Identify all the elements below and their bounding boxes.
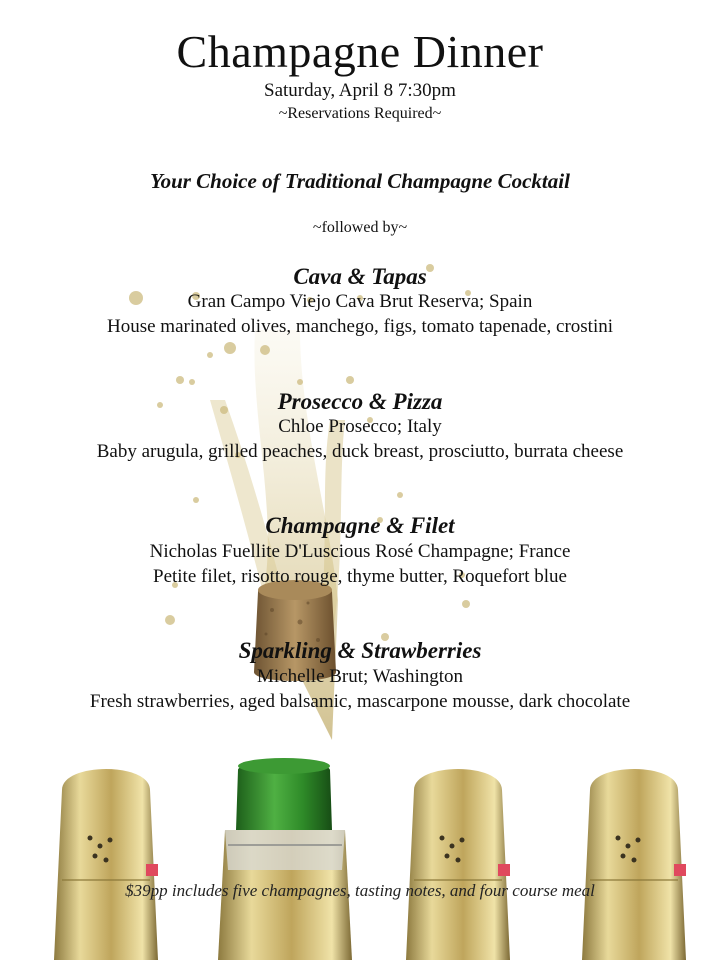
cocktail-heading: Your Choice of Traditional Champagne Cocktail [150, 169, 570, 193]
course-4-wine: Michelle Brut; Washington [256, 666, 464, 687]
reservations-note: ~Reservations Required~ [278, 105, 442, 122]
course-1-title: Cava & Tapas [293, 264, 427, 289]
course-1-food: House marinated olives, manchego, figs, tomato tapenade, crostini [107, 316, 613, 337]
gold-bottle-right-1 [406, 769, 510, 960]
course-2-food: Baby arugula, grilled peaches, duck breast, prosciutto, burrata cheese [96, 441, 624, 462]
course-4-title: Sparkling & Strawberries [238, 638, 482, 663]
course-3-food: Petite filet, risotto rouge, thyme butter, Roquefort blue [153, 566, 567, 587]
gold-bottle-right-2 [582, 769, 686, 960]
event-date: Saturday, April 8 7:30pm [264, 80, 456, 101]
course-2-title: Prosecco & Pizza [277, 389, 443, 414]
course-4-food: Fresh strawberries, aged balsamic, mascarpone mousse, dark chocolate [89, 691, 631, 712]
page-title: Champagne Dinner [176, 26, 544, 77]
course-3-wine: Nicholas Fuellite D'Luscious Rosé Champagne; France [149, 541, 571, 562]
gold-bottle-left [54, 769, 158, 960]
price-note: $39pp includes five champagnes, tasting notes, and four course meal [125, 881, 595, 900]
followed-by-note: ~followed by~ [312, 219, 408, 236]
course-1-wine: Gran Campo Viejo Cava Brut Reserva; Spain [187, 291, 533, 312]
green-bottle-image [218, 758, 352, 960]
course-2-wine: Chloe Prosecco; Italy [278, 416, 442, 437]
course-3-title: Champagne & Filet [265, 513, 455, 538]
